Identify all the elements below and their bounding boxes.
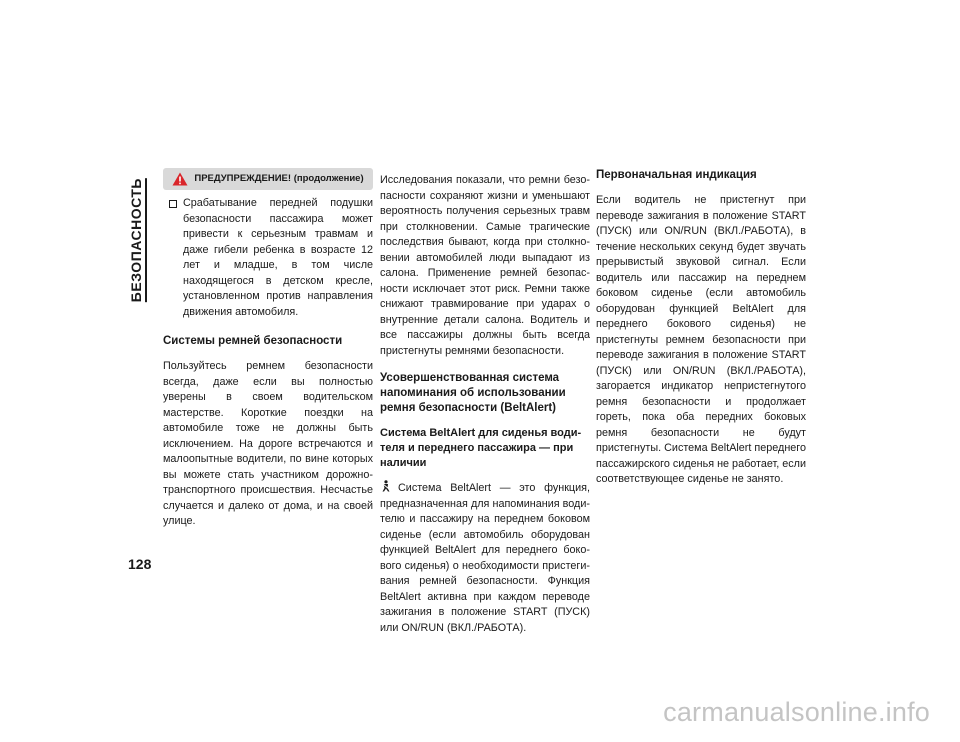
warning-text: Срабатывание передней подушки безопасности пассажира может привести к серьезным травмам и даже гибели ребенка в возрасте 12 лет и младше, в том числе находящегося в детском кресле, установленном против направления движения автомобиля. (183, 197, 373, 318)
watermark: carmanualsonline.info (663, 697, 930, 727)
paragraph (380, 480, 590, 636)
seatbelt-icon (380, 480, 392, 492)
warning-box (163, 168, 373, 320)
paragraph: Исследования показали, что ремни безопасности сохраняют жизни и уменьшают вероятность получения серьезных травм при столкновении. Самые трагические последствия бывают, когда при столкновении автомобилей люди выпадают из салона. Применение ремней безопасности исключает этот риск. Ремни также снижают травмирование при ударах о внутренние детали салона. Водитель и все пассажиры должны быть всегда пристегнуты ремнями безопасности. (380, 174, 590, 357)
warning-heading: ПРЕДУПРЕЖДЕНИЕ! (продолжение) (194, 173, 364, 185)
page-number: 128 (128, 556, 152, 572)
column-2 (380, 173, 590, 648)
heading-initial-indication: Первоначальная индикация (596, 169, 757, 181)
subheading-beltalert: Система BeltAlert для сиденья водителя и переднего пассажира — при наличии (380, 427, 582, 469)
section-title: БЕЗОПАСНОСТЬ (128, 178, 147, 302)
column-3 (596, 168, 806, 500)
paragraph: Пользуйтесь ремнем безопасности всегда, даже если вы полностью уверены в своем водительском мастерстве. Короткие поездки на автомобиле тоже не должны быть исключением. На дороге встречаются и малоопытные водители, по вине которых вы можете стать участником дорожно-транспортного происшествия. Несчастье случается и далеко от дома, и на своей улице. (163, 360, 373, 527)
square-bullet-icon (169, 200, 177, 208)
paragraph: Если водитель не пристегнут при переводе зажигания в положение START (ПУСК) или ON/RUN (ВКЛ./РАБОТА), в течение нескольких секунд будет звучать прерывистый звуковой сигнал. Если водитель или пассажир на переднем боковом сиденье (если автомобиль оборудован функцией BeltAlert для переднего бокового сиденья) не пристегнуты ремнем безопасности при переводе зажигания в положение START (ПУСК) или ON/RUN (ВКЛ./РАБОТА), загорается индикатор непристегнутого ремня безопасности и продолжает гореть, пока оба передних боковых ремня безопасности не будут пристегнуты. Система BeltAlert переднего пассажирского сиденья не работает, если соответствующее сиденье не занято. (596, 194, 806, 485)
warning-header (163, 168, 373, 190)
heading-seatbelt-systems: Системы ремней безопасности (163, 335, 343, 347)
warning-item (163, 196, 373, 320)
paragraph-text: Система BeltAlert — это функция, предназначенная для напоминания водителю и пассажиру на переднем боковом сиденье (если автомобиль оборудован функцией BeltAlert для переднего бокового сиденья) о необходимости пристегивания ремней безопасности. Функция BeltAlert активна при каждом переводе зажигания в положение START (ПУСК) или ON/RUN (ВКЛ./РАБОТА). (380, 482, 590, 634)
column-1 (163, 168, 373, 542)
warning-triangle-icon (172, 172, 188, 186)
heading-beltalert: Усовершенствованная система напоминания об использовании ремня безопасности (BeltAlert) (380, 372, 566, 414)
